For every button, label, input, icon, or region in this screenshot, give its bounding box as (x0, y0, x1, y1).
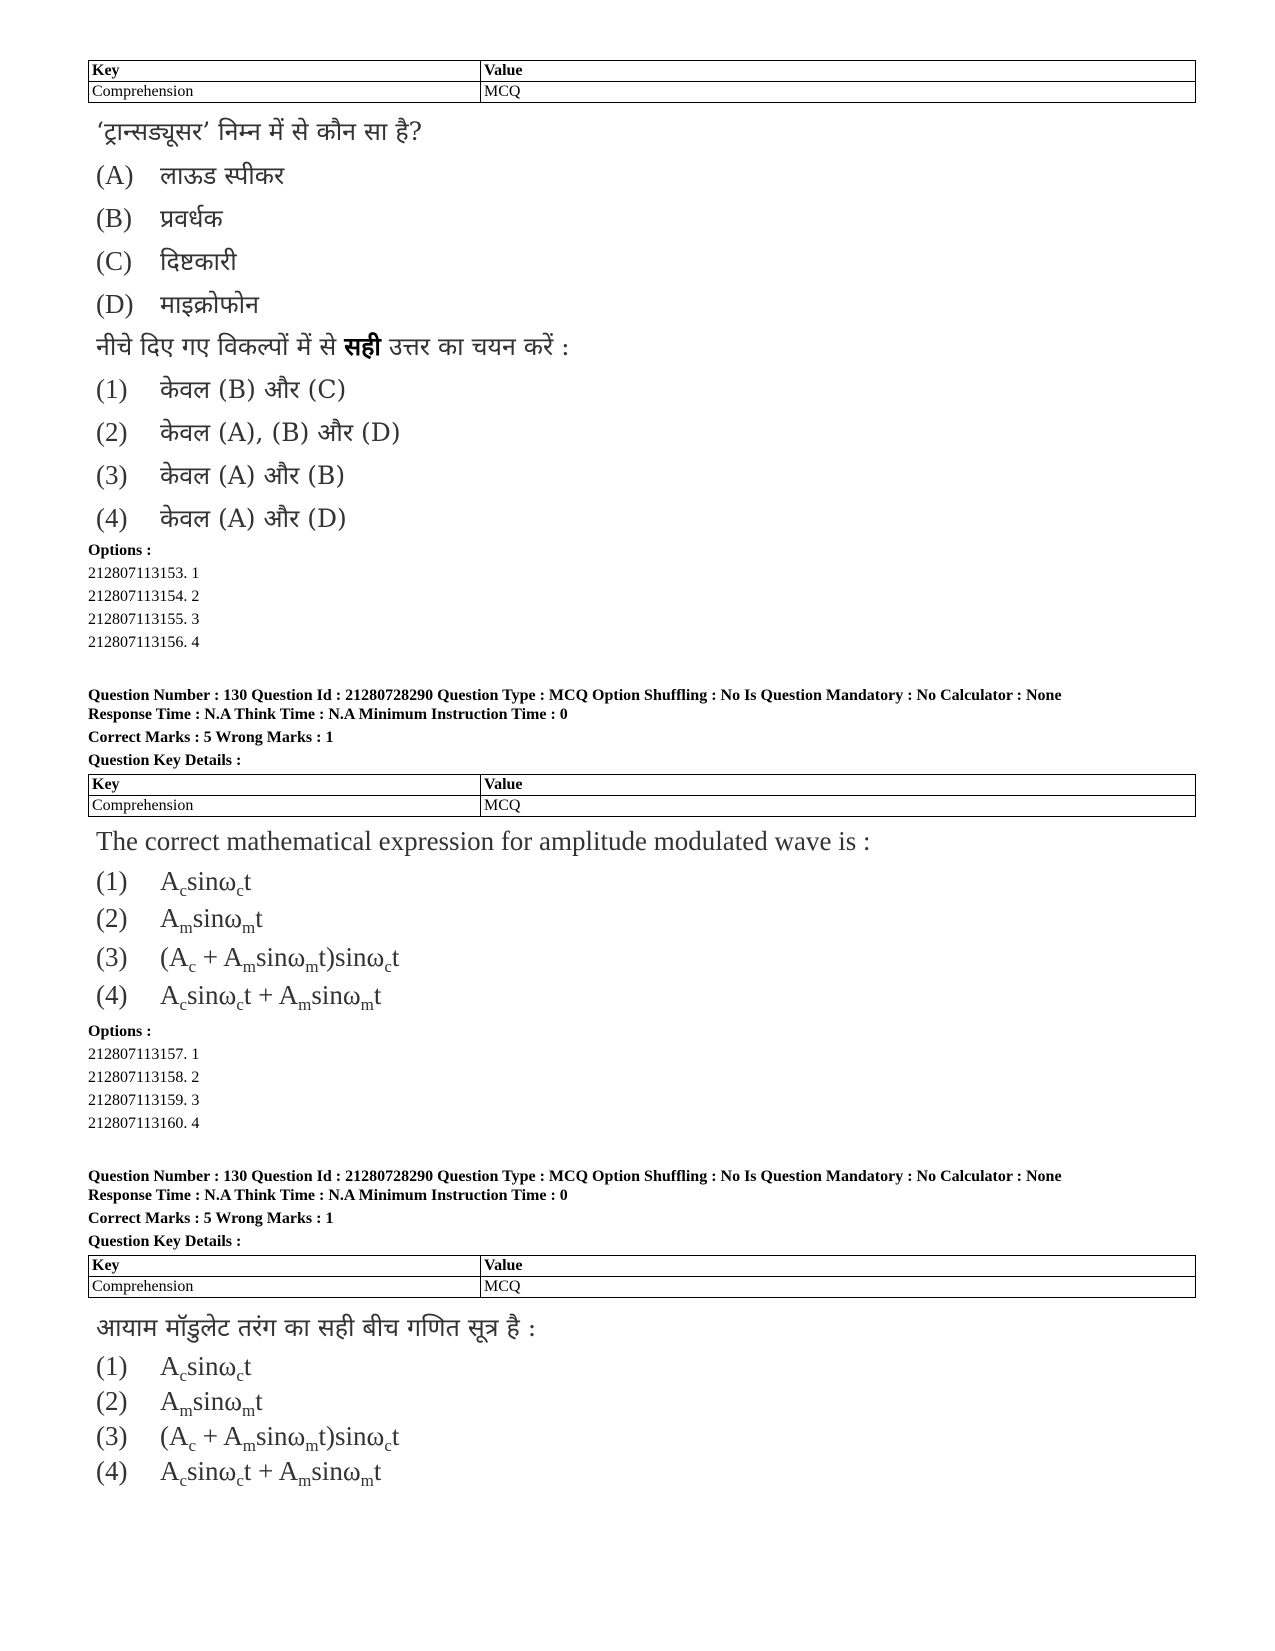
choice-label: (2) (96, 1386, 128, 1416)
key-value-table-2 (88, 774, 1196, 817)
q2-choice-3 (96, 942, 400, 976)
choice-label: (1) (96, 866, 128, 896)
item-text: माइक्रोफोन (160, 290, 260, 319)
table-header-key: Key (89, 775, 481, 796)
choice-label: (3) (96, 1421, 128, 1451)
q1-choice-1 (96, 372, 346, 406)
choice-formula: $A_m\sin\omega_mt$ (160, 903, 263, 937)
q1-choice-4 (96, 501, 347, 535)
item-label: (C) (96, 246, 132, 276)
choice-formula: $A_c\sin\omega_ct + A_m\sin\omega_mt$ (160, 1456, 382, 1490)
choice-formula: $A_c\sin\omega_ct$ (160, 866, 252, 900)
q2-choice-4 (96, 980, 382, 1014)
choice-formula: $(A_c + A_m\sin\omega_mt)\sin\omega_ct$ (160, 942, 400, 976)
table-cell-key: Comprehension (89, 1277, 481, 1298)
question-key-details-label: Question Key Details : (88, 1233, 242, 1250)
option-id: 212807113160. 4 (88, 1115, 200, 1132)
table-header-key: Key (89, 61, 481, 82)
table-cell-value: MCQ (481, 82, 1196, 103)
q1-item-a (96, 158, 284, 192)
q1-choice-2 (96, 415, 401, 449)
q3-choice-3 (96, 1421, 400, 1455)
key-value-table-1 (88, 60, 1196, 103)
choice-formula: $A_m\sin\omega_mt$ (160, 1386, 263, 1420)
choice-label: (3) (96, 460, 128, 490)
option-id: 212807113153. 1 (88, 565, 200, 582)
option-id: 212807113155. 3 (88, 611, 200, 628)
choice-label: (1) (96, 374, 128, 404)
instruction-emphasis: सही (344, 332, 381, 361)
table-header-key: Key (89, 1256, 481, 1277)
options-label: Options : (88, 1023, 152, 1040)
table-header-value: Value (481, 61, 1196, 82)
question-3-text: आयाम मॉडुलेट तरंग का सही बीच गणित सूत्र है : (96, 1313, 537, 1342)
question-2-text: The correct mathematical expression for amplitude modulated wave is : (96, 826, 871, 856)
q1-item-c (96, 244, 237, 278)
question-marks: Correct Marks : 5 Wrong Marks : 1 (88, 1210, 334, 1227)
choice-text: केवल (A) और (D) (160, 504, 347, 533)
choice-label: (4) (96, 980, 128, 1010)
q1-choice-3 (96, 458, 345, 492)
question-meta-line1: Question Number : 130 Question Id : 21280728290 Question Type : MCQ Option Shuffling : No Is Question Mandatory : No Calculator : None (88, 687, 1062, 704)
item-text: दिष्टकारी (160, 247, 237, 276)
question-key-details-label: Question Key Details : (88, 752, 242, 769)
options-label: Options : (88, 542, 152, 559)
q3-choice-4 (96, 1456, 382, 1490)
choice-text: केवल (A) और (B) (160, 461, 346, 490)
q1-item-d (96, 287, 259, 321)
choice-label: (1) (96, 1351, 128, 1381)
choice-label: (4) (96, 1456, 128, 1486)
question-meta-line2: Response Time : N.A Think Time : N.A Minimum Instruction Time : 0 (88, 1187, 568, 1204)
table-cell-value: MCQ (481, 796, 1196, 817)
choice-formula: $A_c\sin\omega_ct$ (160, 1351, 252, 1385)
option-id: 212807113159. 3 (88, 1092, 200, 1109)
question-meta-line1: Question Number : 130 Question Id : 21280728290 Question Type : MCQ Option Shuffling : No Is Question Mandatory : No Calculator : None (88, 1168, 1062, 1185)
q3-choice-2 (96, 1386, 263, 1420)
choice-text: केवल (B) और (C) (160, 375, 347, 404)
question-marks: Correct Marks : 5 Wrong Marks : 1 (88, 729, 334, 746)
question-meta-line2: Response Time : N.A Think Time : N.A Minimum Instruction Time : 0 (88, 706, 568, 723)
table-cell-key: Comprehension (89, 82, 481, 103)
q2-choice-1 (96, 866, 252, 900)
option-id: 212807113158. 2 (88, 1069, 200, 1086)
choice-formula: $(A_c + A_m\sin\omega_mt)\sin\omega_ct$ (160, 1421, 400, 1455)
option-id: 212807113154. 2 (88, 588, 200, 605)
choice-text: केवल (A), (B) और (D) (160, 418, 401, 447)
table-header-value: Value (481, 1256, 1196, 1277)
instruction-text: उत्तर का चयन करें : (380, 332, 570, 361)
q2-choice-2 (96, 903, 263, 937)
item-text: लाऊड स्पीकर (160, 161, 285, 190)
q1-instruction (96, 329, 570, 363)
q3-choice-1 (96, 1351, 252, 1385)
table-cell-value: MCQ (481, 1277, 1196, 1298)
option-id: 212807113156. 4 (88, 634, 200, 651)
option-id: 212807113157. 1 (88, 1046, 200, 1063)
choice-formula: $A_c\sin\omega_ct + A_m\sin\omega_mt$ (160, 980, 382, 1014)
table-header-value: Value (481, 775, 1196, 796)
table-cell-key: Comprehension (89, 796, 481, 817)
key-value-table-3 (88, 1255, 1196, 1298)
question-1-text: ‘ट्रान्सड्यूसर’ निम्न में से कौन सा है? (96, 117, 423, 146)
item-label: (B) (96, 203, 132, 233)
item-label: (D) (96, 289, 134, 319)
q1-item-b (96, 201, 223, 235)
choice-label: (2) (96, 417, 128, 447)
item-label: (A) (96, 160, 134, 190)
choice-label: (2) (96, 903, 128, 933)
instruction-text: नीचे दिए गए विकल्पों में से (96, 332, 345, 361)
choice-label: (3) (96, 942, 128, 972)
choice-label: (4) (96, 503, 128, 533)
item-text: प्रवर्धक (160, 204, 223, 233)
